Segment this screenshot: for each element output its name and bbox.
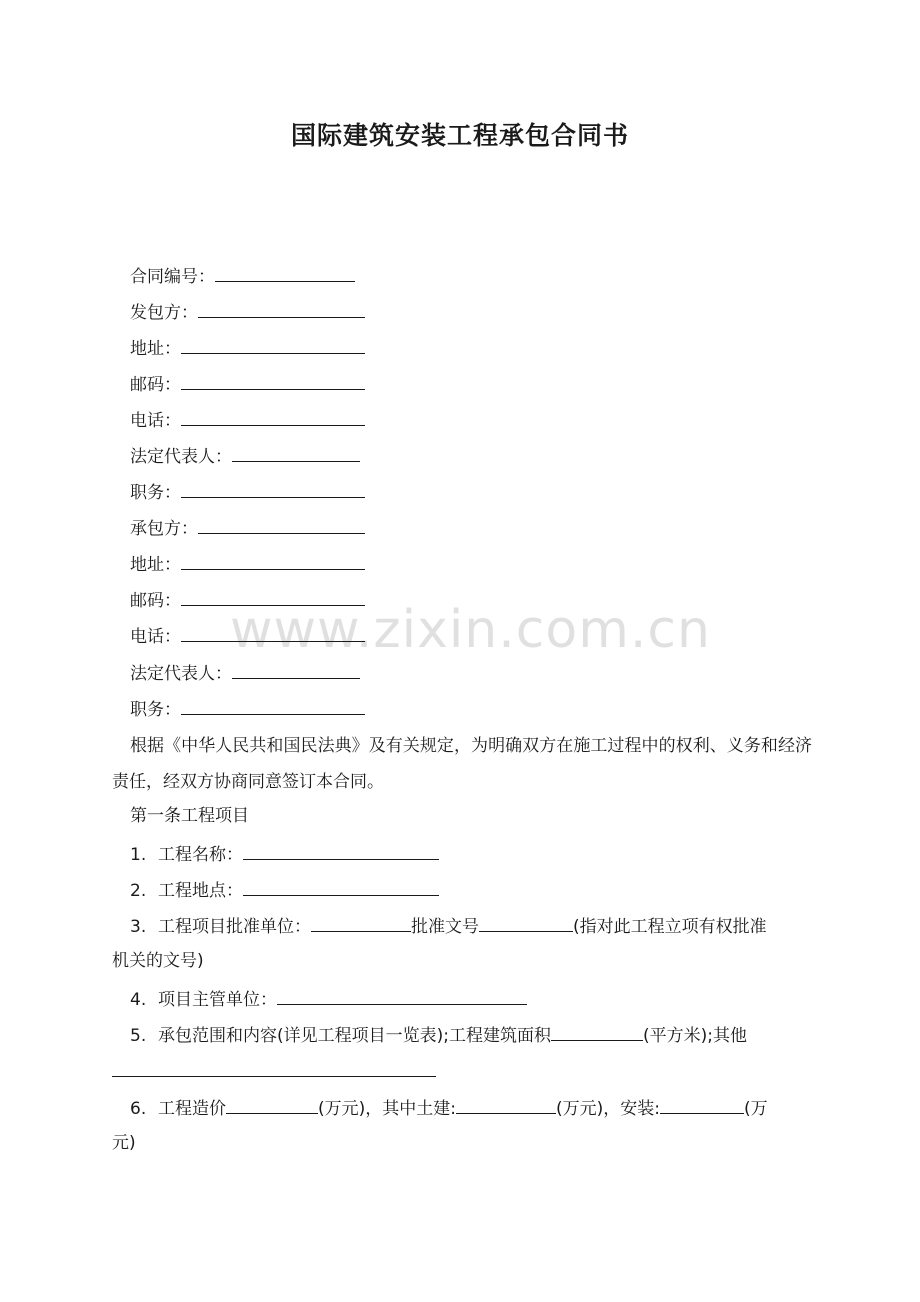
blank-line [181, 335, 365, 354]
item-number: 6. [130, 1099, 147, 1119]
blank-line [660, 1095, 744, 1114]
blank-line [181, 587, 365, 606]
item-tail-text: (平方米);其他 [643, 1026, 747, 1046]
item-label: 工程名称： [158, 845, 243, 865]
blank-line [215, 263, 355, 282]
field-contractor-legal-rep [130, 660, 360, 686]
list-item [130, 913, 767, 939]
field-employer-phone [130, 407, 365, 433]
field-label: 地址： [130, 339, 181, 359]
blank-line [243, 841, 439, 860]
item-continuation: 元) [112, 1133, 136, 1153]
document-title: 国际建筑安装工程承包合同书 [290, 121, 629, 150]
item-number: 1. [130, 845, 147, 865]
blank-line [479, 913, 573, 932]
item-number: 4. [130, 990, 147, 1010]
blank-line [311, 913, 411, 932]
item-continuation: 机关的文号) [112, 951, 204, 971]
field-label: 地址： [130, 555, 181, 575]
field-employer-postcode [130, 371, 365, 397]
blank-line [112, 1058, 436, 1077]
blank-line [181, 696, 365, 715]
blank-line [181, 479, 365, 498]
item-number: 3. [130, 917, 147, 937]
list-item [130, 841, 439, 867]
blank-line [277, 986, 527, 1005]
item-label: 承包范围和内容(详见工程项目一览表);工程建筑面积 [158, 1026, 551, 1046]
article-1-heading: 第一条工程项目 [130, 806, 249, 826]
item-label: 工程项目批准单位： [158, 917, 311, 937]
blank-line [456, 1095, 556, 1114]
list-item [130, 1095, 768, 1121]
item-label: 工程造价 [158, 1099, 226, 1119]
list-item [130, 1022, 747, 1048]
item-number: 2. [130, 881, 147, 901]
field-label: 法定代表人： [130, 664, 232, 684]
field-label: 邮码： [130, 591, 181, 611]
blank-line [198, 515, 365, 534]
blank-line [551, 1022, 643, 1041]
item-mid2-text: (万元)，安装: [556, 1099, 660, 1119]
blank-line [181, 407, 365, 426]
item-number: 5. [130, 1026, 147, 1046]
field-employer-address [130, 335, 365, 361]
blank-line [181, 623, 365, 642]
item-tail-text: (万 [744, 1099, 768, 1119]
blank-line [243, 877, 439, 896]
list-item [130, 986, 527, 1012]
watermark: www.zixin.com.cn [230, 600, 711, 660]
field-label: 电话： [130, 411, 181, 431]
field-label: 职务： [130, 483, 181, 503]
preamble-paragraph: 根据《中华人民共和国民法典》及有关规定，为明确双方在施工过程中的权利、义务和经济责任，经双方协商同意签订本合同。 [112, 736, 812, 792]
item-mid-text: (万元)，其中土建: [318, 1099, 456, 1119]
field-label: 法定代表人： [130, 447, 232, 467]
item-label: 项目主管单位： [158, 990, 277, 1010]
blank-line [181, 551, 365, 570]
field-label: 发包方： [130, 303, 198, 323]
field-employer-legal-rep [130, 443, 360, 469]
blank-line [232, 660, 360, 679]
field-contractor [130, 515, 365, 541]
item-mid-text: 批准文号 [411, 917, 479, 937]
field-employer-position [130, 479, 365, 505]
field-employer [130, 299, 365, 325]
blank-line [232, 443, 360, 462]
field-label: 邮码： [130, 375, 181, 395]
blank-line [198, 299, 365, 318]
field-contractor-phone [130, 623, 365, 649]
field-label: 电话： [130, 627, 181, 647]
field-label: 职务： [130, 700, 181, 720]
item-tail-text: (指对此工程立项有权批准 [573, 917, 767, 937]
field-label: 合同编号： [130, 267, 215, 287]
field-contractor-position [130, 696, 365, 722]
list-item [130, 877, 439, 903]
blank-line [226, 1095, 318, 1114]
field-contract-no [130, 263, 355, 289]
item-label: 工程地点： [158, 881, 243, 901]
field-label: 承包方： [130, 519, 198, 539]
field-contractor-address [130, 551, 365, 577]
blank-line [181, 371, 365, 390]
field-contractor-postcode [130, 587, 365, 613]
item-continuation-blank [112, 1058, 436, 1084]
